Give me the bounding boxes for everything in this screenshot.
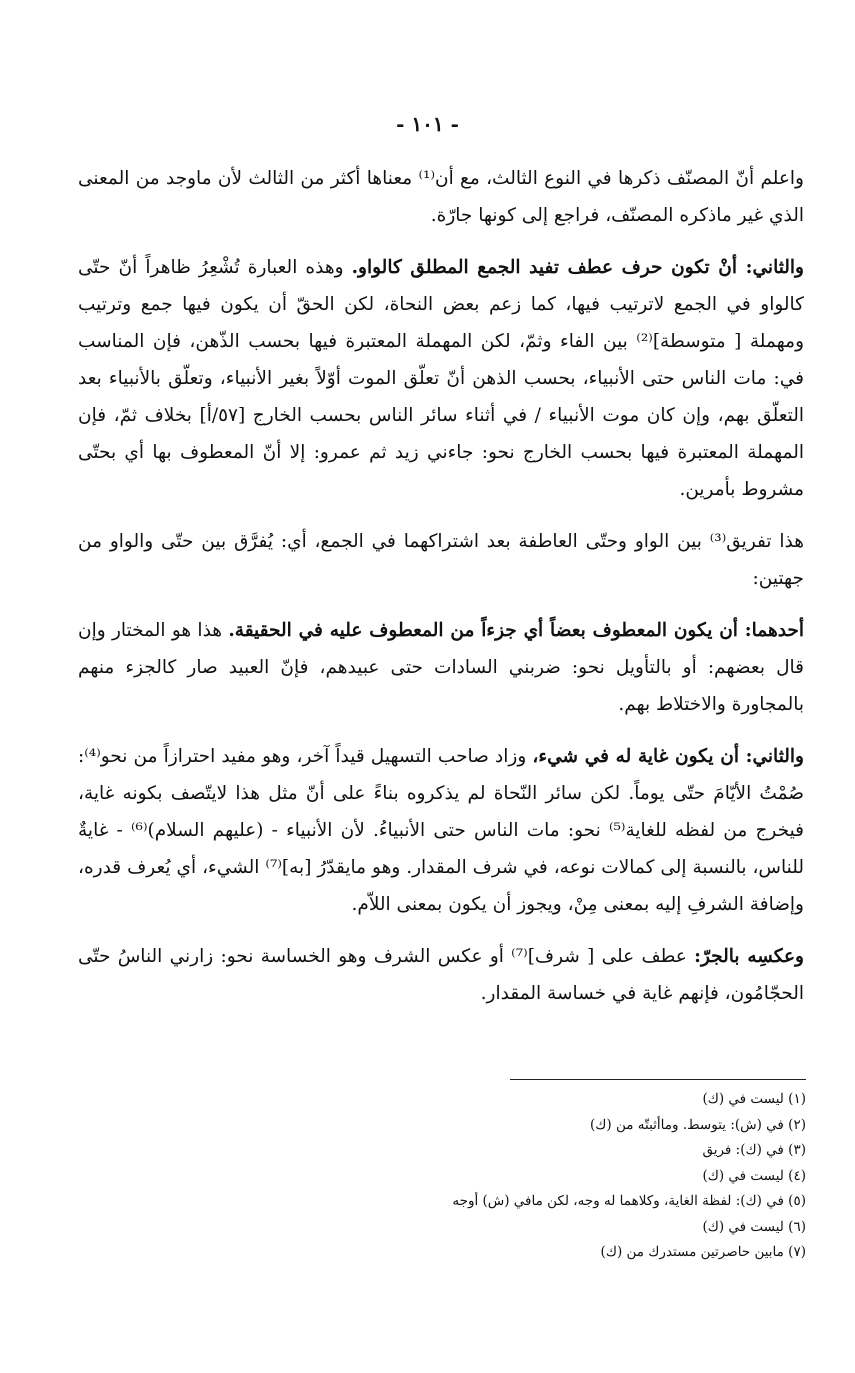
paragraph-1	[78, 160, 804, 234]
paragraph-5-lead: والثاني: أن يكون غاية له في شيء،	[532, 746, 804, 767]
paragraph-2-lead: والثاني: أنْ تكون حرف عطف تفيد الجمع المطلق كالواو.	[351, 257, 804, 278]
footnote-5: (٥) في (ك): لفظة الغاية، وكلاهما له وجه، لكن مافي (ش) أوجه	[452, 1193, 806, 1209]
paragraph-4	[78, 612, 804, 723]
paragraph-6	[78, 938, 804, 1012]
paragraph-4-lead: أحدهما: أن يكون المعطوف بعضاً أي جزءاً من المعطوف عليه في الحقيقة.	[228, 620, 804, 641]
paragraph-2-text: وهذه العبارة تُشْعِرُ ظاهراً أنّ حتّى كالواو في الجمع لاترتيب فيها، كما زعم بعض النحاة، لكن الحقّ أن يكون فيها جمع وترتيب ومهملة [ متوسطة]⁽²⁾ بين الفاء وثمّ، لكن المهملة المعتبرة فيها بحسب الذّهن، فإن المناسب في: مات الناس حتى الأنبياء، بحسب الذهن أنّ تعلّق الموت أوّلاً بغير الأنبياء، وتعلّق بالأنبياء بعد التعلّق بهم، وإن كان موت الأنبياء / في أثناء سائر الناس بحسب الخارج [٥٧/أ] بخلاف ثمّ، فإن المهملة المعتبرة فيها بحسب الخارج نحو: جاءني زيد ثم عمرو: إلا أنّ المعطوف بها أي بحتّى مشروط بأمرين.	[78, 257, 805, 500]
paragraph-4-text: هذا هو المختار وإن قال بعضهم: أو بالتأويل نحو: ضربني السادات حتى عبيدهم، فإنّ العبيد صار كالجزء منهم بالمجاورة والاختلاط بهم.	[78, 620, 804, 715]
page-number: - ١٠١ -	[396, 112, 459, 136]
paragraph-2	[78, 249, 804, 508]
paragraph-5-text: وزاد صاحب التسهيل قيداً آخر، وهو مفيد احترازاً من نحو⁽⁴⁾: صُمْتُ الأيّامَ حتّى يوماً. لكن سائر النّحاة لم يذكروه بناءً على أنّ مثل هذا لايتّصف بكونه غاية، فيخرج من لفظه للغاية⁽⁵⁾ نحو: مات الناس حتى الأنبياءُ. لأن الأنبياء - (عليهم السلام)⁽⁶⁾ - غايةٌ للناس، بالنسبة إلى كمالات نوعه، في شرف المقدار. وهو مايقدّرُ [به]⁽⁷⁾ الشيء، أي يُعرف قدره، وإضافة الشرفِ إليه بمعنى مِنْ، ويجوز أن يكون بمعنى اللاّم.	[78, 746, 805, 915]
paragraph-6-lead: وعكسِه بالجرّ:	[694, 946, 804, 967]
footnote-3: (٣) في (ك): فريق	[702, 1142, 806, 1158]
paragraph-1-text: واعلم أنّ المصنّف ذكرها في النوع الثالث، مع أن⁽¹⁾ معناها أكثر من الثالث لأن ماوجد من المعنى الذي غير ماذكره المصنّف، فراجع إلى كونها جارّة.	[78, 168, 804, 226]
paragraph-6-text: عطف على [ شرف]⁽⁷⁾ أو عكس الشرف وهو الخساسة نحو: زارني الناسُ حتّى الحجّامُون، فإنهم غاية في خساسة المقدار.	[78, 946, 804, 1004]
footnote-2: (٢) في (ش): يتوسط. وماأثبتّه من (ك)	[590, 1116, 806, 1133]
paragraph-5	[78, 738, 804, 923]
footnote-4: (٤) ليست في (ك)	[702, 1167, 806, 1184]
footnotes	[380, 1087, 806, 1266]
footnote-1: (١) ليست في (ك)	[702, 1091, 806, 1107]
footnote-separator	[510, 1079, 806, 1080]
main-text	[78, 160, 804, 1018]
paragraph-3-text: هذا تفريق⁽³⁾ بين الواو وحتّى العاطفة بعد اشتراكهما في الجمع، أي: يُفرَّق بين حتّى والواو من جهتين:	[78, 531, 804, 589]
paragraph-3	[78, 523, 804, 597]
footnote-6: (٦) ليست في (ك)	[702, 1218, 806, 1235]
footnote-7: (٧) مابين حاصرتين مستدرك من (ك)	[600, 1244, 806, 1260]
